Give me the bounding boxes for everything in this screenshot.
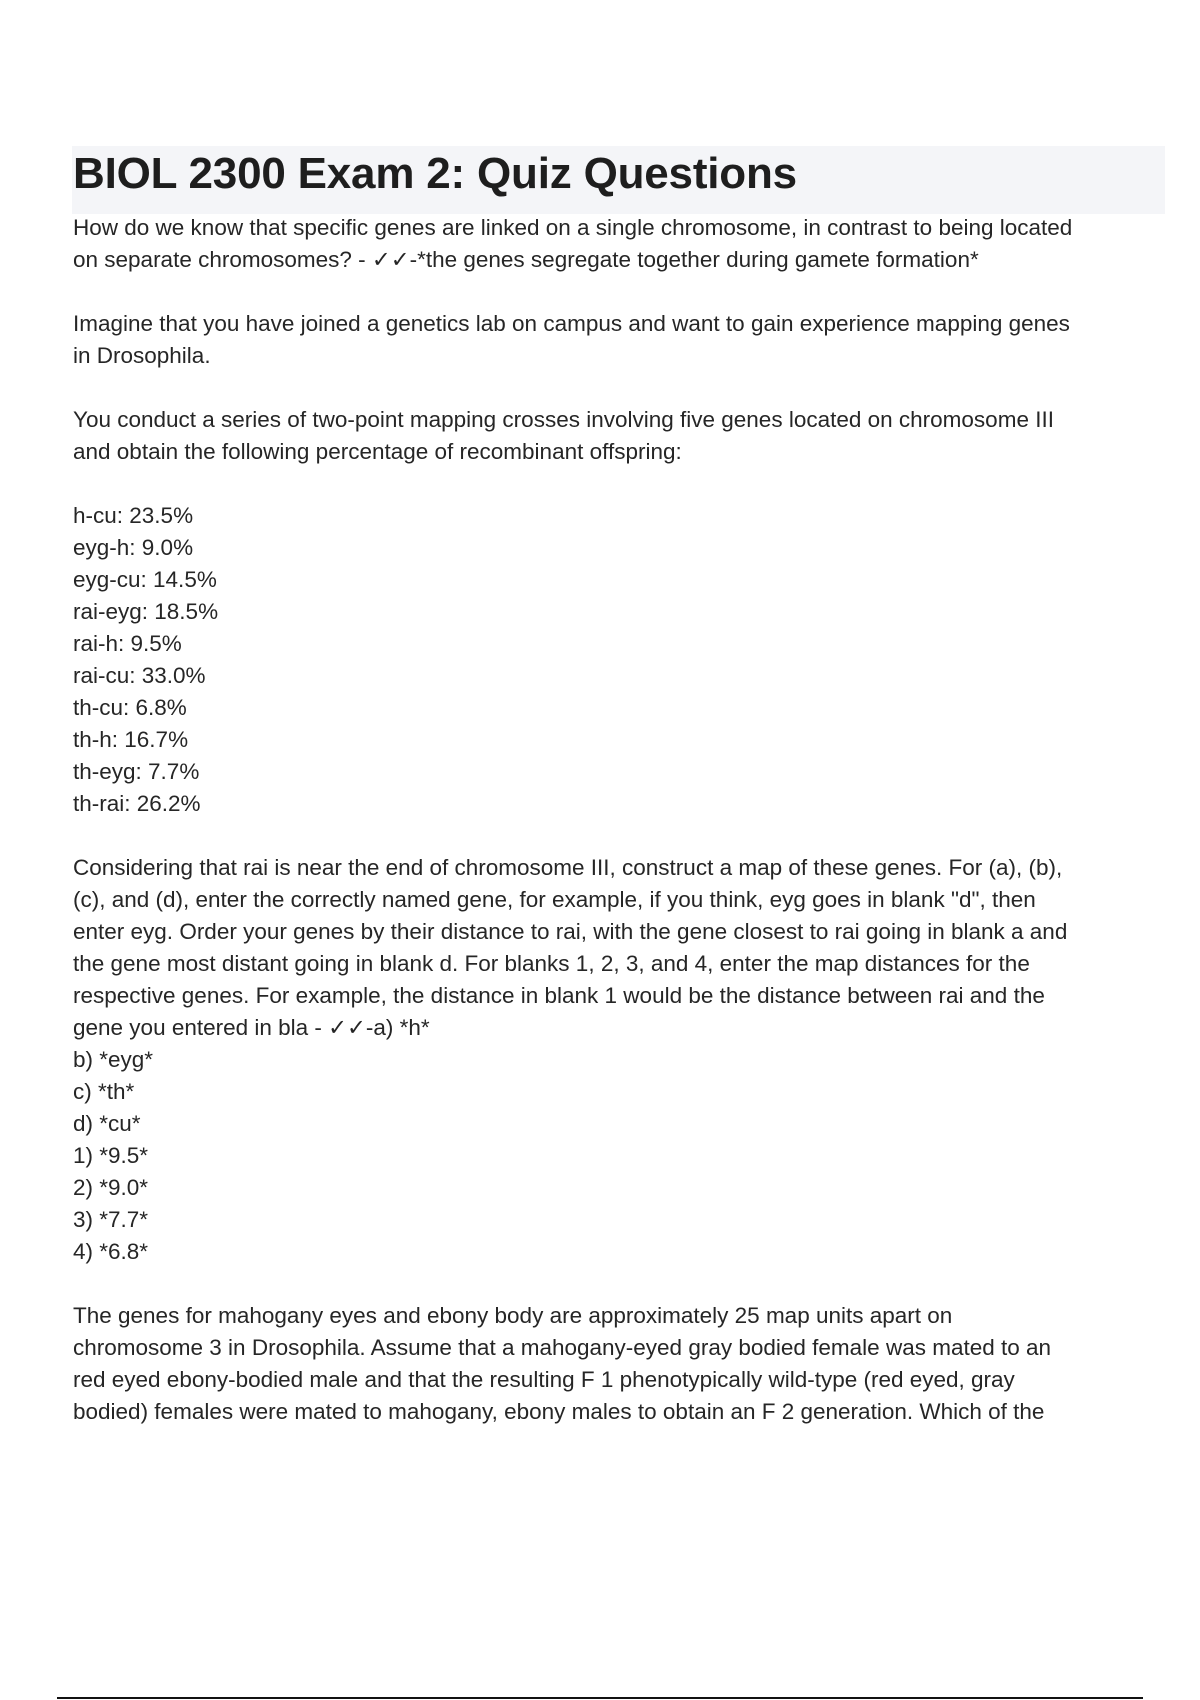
text-line: How do we know that specific genes are linked on a single chromosome, in contrast to being located bbox=[73, 215, 1073, 240]
list-item: rai-cu: 33.0% bbox=[73, 663, 206, 688]
list-item: rai-h: 9.5% bbox=[73, 631, 182, 656]
text-line: The genes for mahogany eyes and ebony body are approximately 25 map units apart on bbox=[73, 1303, 953, 1328]
list-item: rai-eyg: 18.5% bbox=[73, 599, 219, 624]
text-line: bodied) females were mated to mahogany, ebony males to obtain an F 2 generation. Which of the bbox=[73, 1399, 1045, 1424]
text-line: enter eyg. Order your genes by their distance to rai, with the gene closest to rai going in blank a and bbox=[73, 919, 1068, 944]
paragraph-spacer bbox=[73, 468, 1163, 500]
paragraph-spacer bbox=[73, 820, 1163, 852]
page-divider bbox=[57, 1697, 1143, 1699]
text-line: in Drosophila. bbox=[73, 343, 211, 368]
text-line: You conduct a series of two-point mapping crosses involving five genes located on chromosome III bbox=[73, 407, 1054, 432]
answer-item: 1) *9.5* bbox=[73, 1143, 149, 1168]
text-line: gene you entered in bla - ✓✓-a) *h* bbox=[73, 1015, 430, 1040]
text-line: respective genes. For example, the distance in blank 1 would be the distance between rai and the bbox=[73, 983, 1045, 1008]
question-gene-map bbox=[73, 852, 1163, 1268]
text-line: red eyed ebony-bodied male and that the resulting F 1 phenotypically wild-type (red eyed, gray bbox=[73, 1367, 1015, 1392]
text-line: and obtain the following percentage of recombinant offspring: bbox=[73, 439, 682, 464]
text-line: (c), and (d), enter the correctly named gene, for example, if you think, eyg goes in blank "d", then bbox=[73, 887, 1036, 912]
answer-item: d) *cu* bbox=[73, 1111, 141, 1136]
list-item: th-h: 16.7% bbox=[73, 727, 189, 752]
paragraph-spacer bbox=[73, 1268, 1163, 1300]
list-item: eyg-cu: 14.5% bbox=[73, 567, 217, 592]
text-line: Imagine that you have joined a genetics lab on campus and want to gain experience mapping genes bbox=[73, 311, 1070, 336]
paragraph-spacer bbox=[73, 276, 1163, 308]
answer-item: 4) *6.8* bbox=[73, 1239, 149, 1264]
text-line: the gene most distant going in blank d. For blanks 1, 2, 3, and 4, enter the map distances for the bbox=[73, 951, 1030, 976]
list-item: th-cu: 6.8% bbox=[73, 695, 187, 720]
page-title: BIOL 2300 Exam 2: Quiz Questions bbox=[73, 149, 797, 198]
list-item: h-cu: 23.5% bbox=[73, 503, 194, 528]
paragraph-spacer bbox=[73, 372, 1163, 404]
answer-item: c) *th* bbox=[73, 1079, 135, 1104]
document-body bbox=[73, 212, 1163, 1428]
answer-item: 2) *9.0* bbox=[73, 1175, 149, 1200]
list-item: eyg-h: 9.0% bbox=[73, 535, 194, 560]
answer-item: b) *eyg* bbox=[73, 1047, 154, 1072]
text-line: Considering that rai is near the end of chromosome III, construct a map of these genes. For (a), (b), bbox=[73, 855, 1063, 880]
recombination-list bbox=[73, 500, 1163, 820]
text-line: on separate chromosomes? - ✓✓-*the genes segregate together during gamete formation* bbox=[73, 247, 979, 272]
list-item: th-eyg: 7.7% bbox=[73, 759, 200, 784]
question-linked-genes bbox=[73, 212, 1163, 276]
list-item: th-rai: 26.2% bbox=[73, 791, 201, 816]
text-line: chromosome 3 in Drosophila. Assume that a mahogany-eyed gray bodied female was mated to an bbox=[73, 1335, 1052, 1360]
question-setup bbox=[73, 404, 1163, 468]
question-intro bbox=[73, 308, 1163, 372]
question-mahogany-ebony bbox=[73, 1300, 1163, 1428]
answer-item: 3) *7.7* bbox=[73, 1207, 149, 1232]
